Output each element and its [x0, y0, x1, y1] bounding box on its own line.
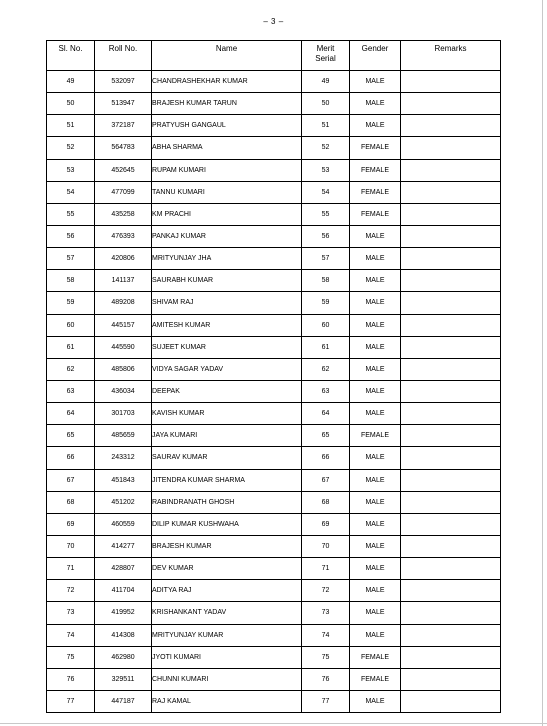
cell-merit-serial: 52 [302, 137, 350, 159]
cell-merit-serial: 63 [302, 380, 350, 402]
table-row [47, 336, 501, 358]
table-row [47, 203, 501, 225]
cell-remarks [401, 624, 501, 646]
cell-name: CHANDRASHEKHAR KUMAR [152, 71, 302, 93]
cell-merit-serial: 72 [302, 580, 350, 602]
cell-roll-no: 462980 [95, 646, 152, 668]
cell-roll-no: 447187 [95, 690, 152, 712]
cell-gender: MALE [350, 336, 401, 358]
cell-name: SUJEET KUMAR [152, 336, 302, 358]
cell-remarks [401, 181, 501, 203]
header-gender: Gender [350, 41, 401, 71]
cell-name: KRISHANKANT YADAV [152, 602, 302, 624]
cell-merit-serial: 65 [302, 425, 350, 447]
cell-gender: MALE [350, 93, 401, 115]
cell-sl-no: 77 [47, 690, 95, 712]
cell-merit-serial: 57 [302, 248, 350, 270]
cell-gender: MALE [350, 248, 401, 270]
cell-remarks [401, 690, 501, 712]
cell-name: KAVISH KUMAR [152, 403, 302, 425]
cell-remarks [401, 535, 501, 557]
cell-name: SHIVAM RAJ [152, 292, 302, 314]
header-sl-no: Sl. No. [47, 41, 95, 71]
table-row [47, 93, 501, 115]
cell-remarks [401, 447, 501, 469]
cell-remarks [401, 115, 501, 137]
cell-name: BRAJESH KUMAR [152, 535, 302, 557]
cell-name: BRAJESH KUMAR TARUN [152, 93, 302, 115]
cell-remarks [401, 646, 501, 668]
cell-gender: FEMALE [350, 137, 401, 159]
cell-gender: MALE [350, 491, 401, 513]
cell-sl-no: 65 [47, 425, 95, 447]
cell-sl-no: 69 [47, 513, 95, 535]
cell-name: VIDYA SAGAR YADAV [152, 358, 302, 380]
cell-merit-serial: 71 [302, 558, 350, 580]
table-row [47, 292, 501, 314]
cell-gender: FEMALE [350, 203, 401, 225]
cell-gender: MALE [350, 558, 401, 580]
cell-sl-no: 62 [47, 358, 95, 380]
cell-name: DEEPAK [152, 380, 302, 402]
table-row [47, 580, 501, 602]
cell-sl-no: 74 [47, 624, 95, 646]
cell-merit-serial: 73 [302, 602, 350, 624]
cell-roll-no: 436034 [95, 380, 152, 402]
cell-name: RABINDRANATH GHOSH [152, 491, 302, 513]
cell-sl-no: 68 [47, 491, 95, 513]
cell-sl-no: 73 [47, 602, 95, 624]
cell-merit-serial: 66 [302, 447, 350, 469]
cell-sl-no: 66 [47, 447, 95, 469]
cell-name: JITENDRA KUMAR SHARMA [152, 469, 302, 491]
table-row [47, 535, 501, 557]
cell-gender: MALE [350, 513, 401, 535]
cell-name: PRATYUSH GANGAUL [152, 115, 302, 137]
cell-roll-no: 477099 [95, 181, 152, 203]
cell-remarks [401, 425, 501, 447]
cell-sl-no: 49 [47, 71, 95, 93]
cell-merit-serial: 56 [302, 225, 350, 247]
table-row [47, 71, 501, 93]
cell-name: CHUNNI KUMARI [152, 668, 302, 690]
cell-sl-no: 72 [47, 580, 95, 602]
header-name: Name [152, 41, 302, 71]
cell-merit-serial: 53 [302, 159, 350, 181]
cell-gender: MALE [350, 624, 401, 646]
cell-roll-no: 445157 [95, 314, 152, 336]
cell-gender: MALE [350, 270, 401, 292]
cell-roll-no: 420806 [95, 248, 152, 270]
cell-gender: MALE [350, 469, 401, 491]
page-edge-right [542, 0, 543, 726]
cell-gender: FEMALE [350, 668, 401, 690]
cell-remarks [401, 314, 501, 336]
table-row [47, 513, 501, 535]
cell-merit-serial: 58 [302, 270, 350, 292]
cell-gender: MALE [350, 580, 401, 602]
table-row [47, 425, 501, 447]
cell-roll-no: 411704 [95, 580, 152, 602]
cell-gender: MALE [350, 447, 401, 469]
cell-gender: MALE [350, 403, 401, 425]
table-row [47, 358, 501, 380]
page-number: – 3 – [263, 17, 284, 26]
cell-roll-no: 485659 [95, 425, 152, 447]
cell-sl-no: 54 [47, 181, 95, 203]
cell-roll-no: 532097 [95, 71, 152, 93]
cell-roll-no: 460559 [95, 513, 152, 535]
cell-remarks [401, 71, 501, 93]
cell-remarks [401, 93, 501, 115]
cell-sl-no: 59 [47, 292, 95, 314]
cell-roll-no: 485806 [95, 358, 152, 380]
table-row [47, 159, 501, 181]
cell-roll-no: 435258 [95, 203, 152, 225]
cell-gender: MALE [350, 358, 401, 380]
cell-gender: MALE [350, 292, 401, 314]
cell-name: DEV KUMAR [152, 558, 302, 580]
cell-roll-no: 372187 [95, 115, 152, 137]
cell-sl-no: 55 [47, 203, 95, 225]
table-row [47, 602, 501, 624]
cell-merit-serial: 60 [302, 314, 350, 336]
cell-roll-no: 445590 [95, 336, 152, 358]
cell-merit-serial: 77 [302, 690, 350, 712]
cell-merit-serial: 68 [302, 491, 350, 513]
cell-merit-serial: 55 [302, 203, 350, 225]
cell-merit-serial: 69 [302, 513, 350, 535]
cell-merit-serial: 67 [302, 469, 350, 491]
cell-sl-no: 53 [47, 159, 95, 181]
cell-roll-no: 141137 [95, 270, 152, 292]
cell-merit-serial: 59 [302, 292, 350, 314]
table-row [47, 270, 501, 292]
cell-remarks [401, 336, 501, 358]
table-row [47, 646, 501, 668]
table-row [47, 225, 501, 247]
cell-gender: FEMALE [350, 181, 401, 203]
table-body [47, 71, 501, 713]
cell-name: MRITYUNJAY JHA [152, 248, 302, 270]
cell-name: SAURAV KUMAR [152, 447, 302, 469]
cell-merit-serial: 49 [302, 71, 350, 93]
cell-remarks [401, 358, 501, 380]
cell-roll-no: 243312 [95, 447, 152, 469]
cell-name: ABHA SHARMA [152, 137, 302, 159]
cell-remarks [401, 403, 501, 425]
cell-sl-no: 57 [47, 248, 95, 270]
table-row [47, 137, 501, 159]
cell-remarks [401, 580, 501, 602]
table-row [47, 558, 501, 580]
cell-sl-no: 70 [47, 535, 95, 557]
cell-sl-no: 71 [47, 558, 95, 580]
cell-sl-no: 67 [47, 469, 95, 491]
cell-merit-serial: 74 [302, 624, 350, 646]
cell-roll-no: 451202 [95, 491, 152, 513]
cell-name: AMITESH KUMAR [152, 314, 302, 336]
cell-sl-no: 76 [47, 668, 95, 690]
table-row [47, 403, 501, 425]
page-edge-bottom [0, 723, 547, 724]
table-row [47, 690, 501, 712]
cell-merit-serial: 64 [302, 403, 350, 425]
cell-gender: FEMALE [350, 425, 401, 447]
cell-sl-no: 51 [47, 115, 95, 137]
table-row [47, 624, 501, 646]
cell-roll-no: 329511 [95, 668, 152, 690]
cell-merit-serial: 75 [302, 646, 350, 668]
table-row [47, 491, 501, 513]
header-remarks: Remarks [401, 41, 501, 71]
table-row [47, 668, 501, 690]
cell-remarks [401, 225, 501, 247]
cell-name: KM PRACHI [152, 203, 302, 225]
header-merit-serial-text: Merit Serial [315, 44, 336, 63]
cell-remarks [401, 513, 501, 535]
cell-name: JAYA KUMARI [152, 425, 302, 447]
cell-gender: MALE [350, 71, 401, 93]
cell-gender: MALE [350, 225, 401, 247]
cell-sl-no: 58 [47, 270, 95, 292]
cell-roll-no: 564783 [95, 137, 152, 159]
cell-name: MRITYUNJAY KUMAR [152, 624, 302, 646]
header-merit-serial [302, 41, 350, 71]
cell-gender: MALE [350, 115, 401, 137]
cell-remarks [401, 469, 501, 491]
cell-sl-no: 60 [47, 314, 95, 336]
cell-roll-no: 452645 [95, 159, 152, 181]
table-row [47, 181, 501, 203]
cell-sl-no: 61 [47, 336, 95, 358]
cell-sl-no: 50 [47, 93, 95, 115]
cell-remarks [401, 558, 501, 580]
cell-name: DILIP KUMAR KUSHWAHA [152, 513, 302, 535]
cell-gender: MALE [350, 602, 401, 624]
cell-name: RUPAM KUMARI [152, 159, 302, 181]
cell-gender: FEMALE [350, 646, 401, 668]
cell-gender: MALE [350, 314, 401, 336]
cell-roll-no: 301703 [95, 403, 152, 425]
cell-remarks [401, 292, 501, 314]
cell-gender: MALE [350, 535, 401, 557]
cell-merit-serial: 76 [302, 668, 350, 690]
cell-name: JYOTI KUMARI [152, 646, 302, 668]
cell-name: PANKAJ KUMAR [152, 225, 302, 247]
cell-merit-serial: 61 [302, 336, 350, 358]
cell-name: ADITYA RAJ [152, 580, 302, 602]
cell-roll-no: 428807 [95, 558, 152, 580]
cell-roll-no: 451843 [95, 469, 152, 491]
cell-sl-no: 64 [47, 403, 95, 425]
cell-roll-no: 476393 [95, 225, 152, 247]
table-row [47, 115, 501, 137]
cell-remarks [401, 491, 501, 513]
cell-name: TANNU KUMARI [152, 181, 302, 203]
cell-name: RAJ KAMAL [152, 690, 302, 712]
cell-name: SAURABH KUMAR [152, 270, 302, 292]
table-row [47, 248, 501, 270]
table-row [47, 314, 501, 336]
table-header-row [47, 41, 501, 71]
cell-merit-serial: 70 [302, 535, 350, 557]
table-row [47, 447, 501, 469]
cell-sl-no: 52 [47, 137, 95, 159]
cell-remarks [401, 668, 501, 690]
cell-sl-no: 56 [47, 225, 95, 247]
cell-roll-no: 489208 [95, 292, 152, 314]
cell-gender: FEMALE [350, 159, 401, 181]
cell-remarks [401, 270, 501, 292]
cell-gender: MALE [350, 380, 401, 402]
cell-gender: MALE [350, 690, 401, 712]
header-roll-no: Roll No. [95, 41, 152, 71]
cell-merit-serial: 50 [302, 93, 350, 115]
cell-remarks [401, 203, 501, 225]
cell-roll-no: 414308 [95, 624, 152, 646]
cell-remarks [401, 602, 501, 624]
cell-remarks [401, 380, 501, 402]
table-row [47, 380, 501, 402]
cell-merit-serial: 54 [302, 181, 350, 203]
cell-roll-no: 414277 [95, 535, 152, 557]
cell-sl-no: 75 [47, 646, 95, 668]
merit-list-table [46, 40, 501, 713]
cell-roll-no: 513947 [95, 93, 152, 115]
table-row [47, 469, 501, 491]
cell-merit-serial: 62 [302, 358, 350, 380]
cell-sl-no: 63 [47, 380, 95, 402]
cell-remarks [401, 159, 501, 181]
cell-merit-serial: 51 [302, 115, 350, 137]
cell-remarks [401, 248, 501, 270]
cell-remarks [401, 137, 501, 159]
cell-roll-no: 419952 [95, 602, 152, 624]
